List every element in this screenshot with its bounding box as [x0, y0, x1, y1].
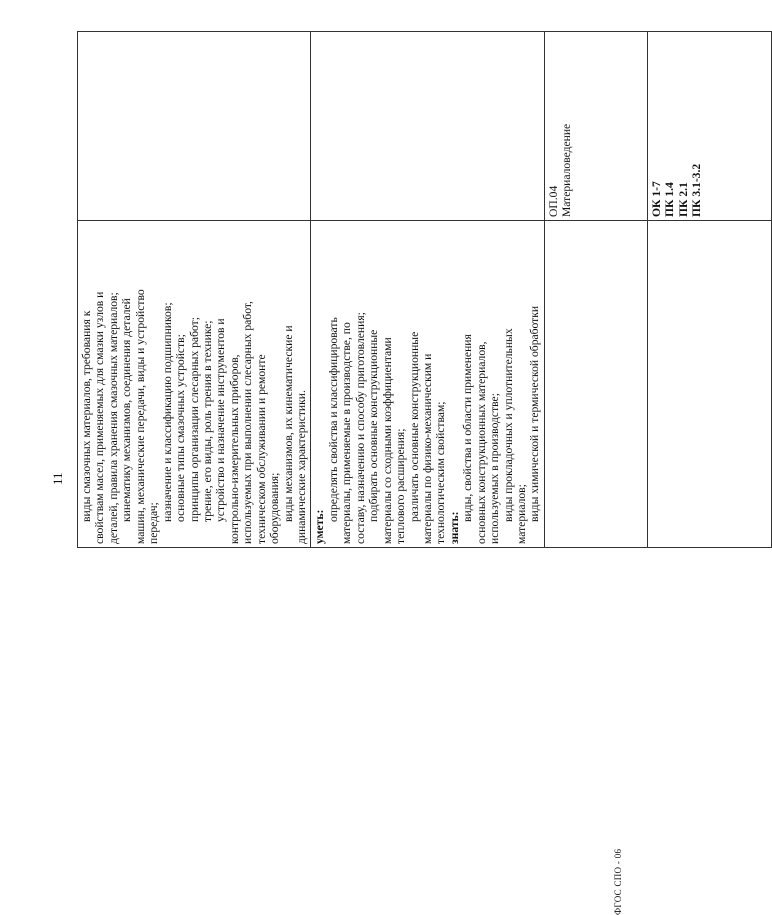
empty-cell — [544, 221, 647, 548]
content-line: виды механизмов, их кинематические и — [281, 325, 295, 522]
empty-cell — [311, 221, 544, 548]
content-cell — [78, 221, 311, 548]
table-row-4 — [647, 32, 771, 548]
table-row-2 — [311, 32, 544, 548]
content-line: устройство и назначение инструментов и — [214, 318, 228, 522]
content-line: контрольно-измерительных приборов, — [227, 354, 241, 544]
content-line: различать основные конструкционные — [407, 331, 421, 522]
content-line: виды прокладочных и уплотнительных — [501, 328, 515, 522]
competency-item: ПК 3.1-3.2 — [690, 163, 704, 217]
content-line: машин, механические передачи, виды и устройство — [133, 289, 147, 544]
standards-table — [77, 31, 772, 548]
content-line: деталей, правила хранения смазочных материалов; — [106, 292, 120, 544]
table-row-3 — [544, 32, 647, 548]
content-line: материалы по физико-механическим и — [420, 353, 434, 544]
content-line: динамические характеристики. — [295, 390, 308, 544]
content-line: используемых в производстве; — [488, 393, 502, 544]
content-line: теплового расширения; — [394, 428, 408, 544]
page-number: 11 — [50, 472, 65, 485]
content-line: знать: — [447, 511, 461, 544]
content-line: используемых при выполнении слесарных работ, — [241, 301, 255, 544]
content-line: передач; — [147, 502, 161, 544]
competency-cell — [78, 32, 311, 221]
content-line: кинематику механизмов, соединения деталей — [120, 298, 134, 522]
content-line: виды, свойства и области применения — [461, 334, 475, 522]
content-line: свойствам масел, применяемых для смазки узлов и — [93, 291, 107, 544]
content-line: основных конструкционных материалов, — [474, 341, 488, 544]
content-line: материалы, применяемые в производстве, по — [340, 322, 354, 544]
content-line: технологическим свойствам; — [434, 401, 448, 544]
content-line: материалы со сходными коэффициентами — [380, 337, 394, 544]
content-line: уметь: — [313, 509, 327, 544]
empty-cell — [311, 32, 544, 221]
content-line: назначение и классификацию подшипников; — [160, 302, 174, 522]
competency-item: ОК 1-7 — [649, 181, 663, 217]
content-line: основные типы смазочных устройств; — [174, 334, 188, 522]
content-line: составу, назначению и способу приготовления; — [353, 312, 367, 544]
competency-cell — [647, 32, 771, 221]
content-line: трение, его виды, роль трения в технике; — [200, 320, 214, 522]
competency-item: ПК 1.4 — [663, 182, 677, 217]
discipline-cell — [544, 32, 647, 221]
content-line: виды смазочных материалов, требования к — [80, 310, 93, 522]
table-row-1 — [78, 32, 311, 548]
content-line: техническом обслуживании и ремонте — [254, 354, 268, 544]
content-line: виды химической и термической обработки — [528, 305, 542, 522]
content-line: оборудования; — [268, 472, 282, 544]
content-line: определять свойства и классифицировать — [326, 317, 340, 522]
discipline-code: ОП.04 — [546, 185, 560, 217]
content-line: материалов; — [515, 484, 528, 544]
empty-cell — [647, 221, 771, 548]
content-line: подбирать основные конструкционные — [367, 329, 381, 522]
content-line: принципы организации слесарных работ; — [187, 317, 201, 522]
discipline-name: Материаловедение — [560, 123, 574, 217]
footer-code: ФГОС СПО - 06 — [613, 848, 623, 915]
competency-item: ПК 2.1 — [676, 182, 690, 217]
